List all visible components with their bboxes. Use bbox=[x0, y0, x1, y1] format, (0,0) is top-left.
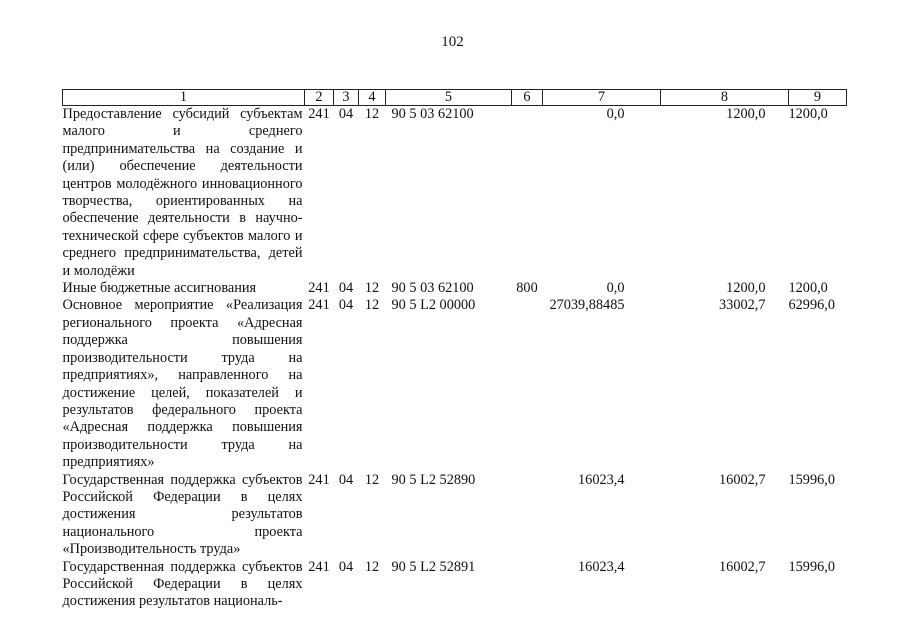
cell-col2: 241 bbox=[308, 280, 330, 297]
table-row bbox=[63, 297, 847, 471]
cell-col4: 12 bbox=[364, 471, 380, 488]
cell-col7: 16023,4 bbox=[578, 558, 625, 575]
cell-col8: 33002,7 bbox=[719, 297, 766, 314]
header-cell: 6 bbox=[512, 90, 543, 106]
cell-col2: 241 bbox=[308, 297, 330, 314]
cell-col2: 241 bbox=[308, 471, 330, 488]
cell-col4: 12 bbox=[364, 106, 380, 122]
header-cell: 1 bbox=[63, 90, 305, 106]
cell-col8: 1200,0 bbox=[726, 280, 766, 297]
header-cell: 4 bbox=[359, 90, 386, 106]
cell-col3: 04 bbox=[338, 471, 354, 488]
cell-col2: 241 bbox=[308, 106, 330, 122]
header-row bbox=[63, 90, 847, 106]
cell-col5: 90 5 L2 52891 bbox=[391, 558, 476, 575]
cell-col6 bbox=[512, 106, 543, 281]
header-cell: 7 bbox=[543, 90, 661, 106]
cell-col6: 800 bbox=[516, 280, 538, 297]
table-row bbox=[63, 106, 847, 281]
cell-col6 bbox=[512, 297, 543, 471]
page-number: 102 bbox=[441, 34, 464, 50]
cell-col9: 62996,0 bbox=[788, 297, 835, 314]
cell-col8: 1200,0 bbox=[726, 106, 766, 122]
cell-col4: 12 bbox=[364, 297, 380, 314]
cell-col7: 27039,88485 bbox=[549, 297, 625, 314]
cell-col9: 15996,0 bbox=[788, 471, 835, 488]
cell-col6 bbox=[512, 559, 543, 611]
cell-col4: 12 bbox=[364, 558, 380, 575]
cell-col5: 90 5 03 62100 bbox=[391, 280, 474, 297]
cell-col3: 04 bbox=[338, 558, 354, 575]
table-row bbox=[63, 472, 847, 559]
table-row bbox=[63, 280, 847, 297]
header-cell: 3 bbox=[334, 90, 359, 106]
cell-col3: 04 bbox=[338, 297, 354, 314]
header-cell: 9 bbox=[789, 90, 847, 106]
header-cell: 2 bbox=[305, 90, 334, 106]
cell-col9: 15996,0 bbox=[788, 558, 835, 575]
cell-col4: 12 bbox=[364, 280, 380, 297]
budget-table bbox=[62, 89, 847, 611]
cell-col8: 16002,7 bbox=[719, 558, 766, 575]
cell-col8: 16002,7 bbox=[719, 471, 766, 488]
cell-col3: 04 bbox=[338, 280, 354, 297]
cell-col5: 90 5 L2 52890 bbox=[391, 471, 476, 488]
cell-col9: 1200,0 bbox=[788, 106, 828, 122]
cell-col6 bbox=[512, 472, 543, 559]
row-name: Государственная поддержка субъектов Российской Федерации в целях достижения результатов националь- bbox=[62, 558, 303, 610]
row-name: Государственная поддержка субъектов Российской Федерации в целях достижения результатов национального проекта «Производительность труда» bbox=[62, 471, 303, 558]
cell-col3: 04 bbox=[338, 106, 354, 122]
cell-col5: 90 5 L2 00000 bbox=[391, 297, 476, 314]
cell-col5: 90 5 03 62100 bbox=[391, 106, 474, 122]
header-cell: 8 bbox=[661, 90, 789, 106]
cell-col9: 1200,0 bbox=[788, 280, 828, 297]
table-row bbox=[63, 559, 847, 611]
header-cell: 5 bbox=[386, 90, 512, 106]
cell-col7: 0,0 bbox=[606, 106, 625, 122]
cell-col2: 241 bbox=[308, 558, 330, 575]
cell-col7: 16023,4 bbox=[578, 471, 625, 488]
row-name: Основное мероприятие «Реализация регионального проекта «Адресная поддержка повышения производительности труда на предприятиях», направленного на достижение целей, показателей и результатов федерального проекта «Адресная поддержка повышения производительности труда на предприятиях» bbox=[62, 297, 303, 471]
cell-col7: 0,0 bbox=[606, 280, 625, 297]
row-name: Иные бюджетные ассигнования bbox=[62, 280, 257, 297]
row-name: Предоставление субсидий субъектам малого и среднего предпринимательства на создание и (или) обеспечение деятельности центров молодёжного инновационного творчества, ориентированных на обеспечение деятельности в научно-технической сфере субъектов малого и среднего предпринимательства, детей и молодёжи bbox=[62, 106, 303, 279]
